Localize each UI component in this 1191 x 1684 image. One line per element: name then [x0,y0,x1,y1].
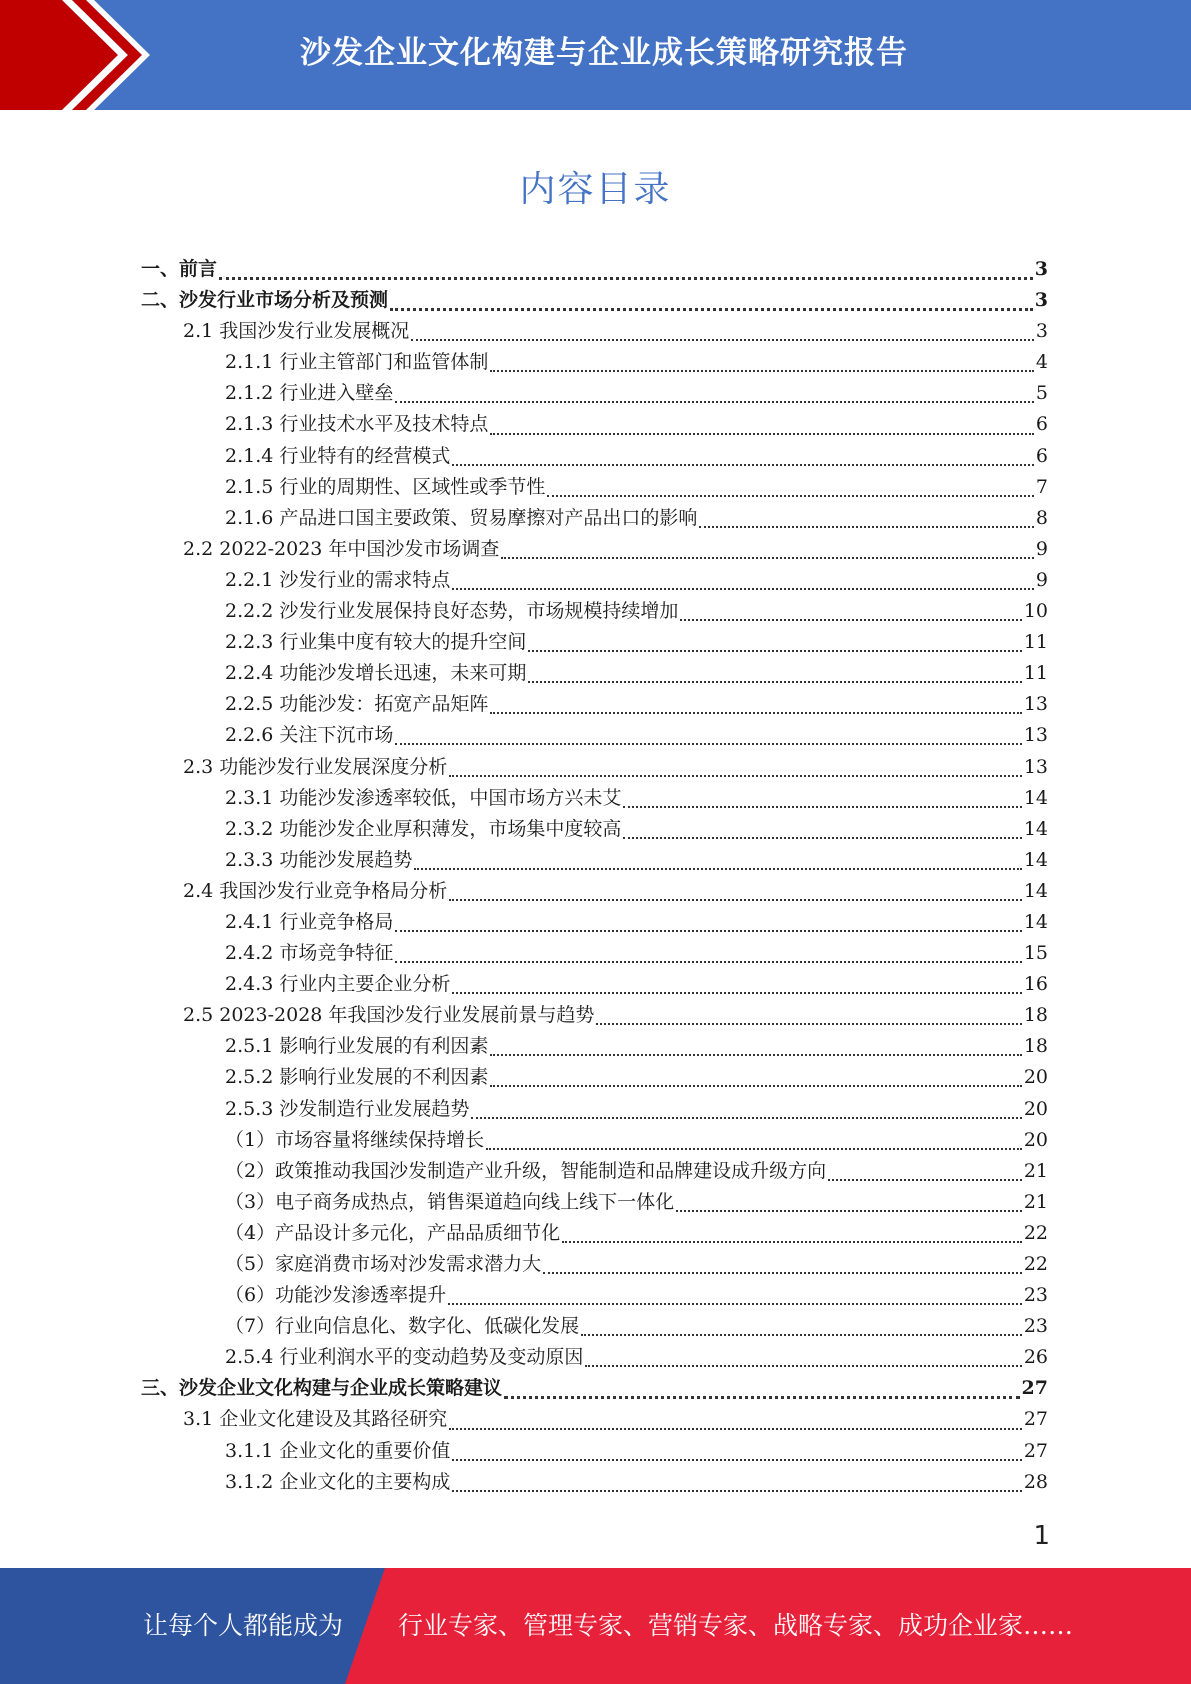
dot-leader [585,1364,1021,1367]
toc-entry-page: 15 [1023,942,1048,965]
toc-entry-label: 二、沙发行业市场分析及预测 [141,289,389,312]
toc-entry-page: 4 [1035,351,1048,374]
toc-entry-label: （7）行业向信息化、数字化、低碳化发展 [225,1315,580,1338]
toc-entry[interactable] [141,316,1048,347]
dot-leader [528,649,1021,652]
toc-entry[interactable] [141,658,1048,689]
toc-entry[interactable] [141,503,1048,534]
toc-entry[interactable] [141,876,1048,907]
toc-entry-label: 2.2.6 关注下沉市场 [225,724,394,747]
toc-entry[interactable] [141,1031,1048,1062]
toc-entry-page: 11 [1023,631,1048,654]
toc-entry-label: 2.5.2 影响行业发展的不利因素 [225,1066,489,1089]
toc-entry-page: 16 [1023,973,1048,996]
dot-leader [395,400,1034,403]
dot-leader [528,680,1021,683]
toc-entry-page: 20 [1023,1128,1048,1151]
toc-entry-page: 22 [1023,1253,1048,1275]
dot-leader [414,867,1021,870]
toc-entry-page: 27 [1023,1408,1048,1431]
toc-entry[interactable] [141,627,1048,658]
toc-entry-page: 9 [1035,568,1048,591]
toc-entry-page: 6 [1035,413,1048,436]
toc-entry-label: 2.1.4 行业特有的经营模式 [225,444,451,467]
toc-entry-label: （5）家庭消费市场对沙发需求潜力大 [225,1253,542,1275]
toc-entry-page: 13 [1023,755,1048,778]
toc-entry-label: （3）电子商务成热点，销售渠道趋向线上线下一体化 [225,1190,675,1213]
toc-entry-label: 2.3 功能沙发行业发展深度分析 [183,755,448,778]
dot-leader [623,805,1021,808]
toc-entry-page: 28 [1023,1470,1048,1493]
toc-entry-page: 26 [1023,1346,1048,1369]
toc-entry[interactable] [141,1218,1048,1249]
toc-entry-label: 2.1.3 行业技术水平及技术特点 [225,413,489,436]
toc-entry[interactable] [141,347,1048,378]
dot-leader [490,369,1034,372]
toc-entry-label: 2.3.3 功能沙发展趋势 [225,848,413,871]
toc-entry[interactable] [141,1000,1048,1031]
toc-entry[interactable] [141,285,1048,316]
toc-entry-page: 23 [1023,1315,1048,1338]
toc-entry-page: 23 [1023,1284,1048,1307]
toc-entry[interactable] [141,254,1048,285]
toc-entry-label: 2.1.6 产品进口国主要政策、贸易摩擦对产品出口的影响 [225,506,698,529]
toc-entry-label: 2.1.2 行业进入壁垒 [225,382,394,405]
toc-entry[interactable] [141,1280,1048,1311]
dot-leader [490,1084,1021,1087]
toc-entry-page: 14 [1023,848,1048,871]
toc-entry-label: 3.1.2 企业文化的主要构成 [225,1470,451,1493]
toc-entry-label: 3.1 企业文化建设及其路径研究 [183,1408,448,1431]
toc-entry-label: 2.2.4 功能沙发增长迅速，未来可期 [225,662,527,685]
toc-entry-page: 18 [1023,1004,1048,1027]
toc-entry[interactable] [141,1436,1048,1467]
toc-entry-page: 18 [1023,1035,1048,1058]
toc-entry-label: 2.2.2 沙发行业发展保持良好态势，市场规模持续增加 [225,600,679,623]
dot-leader [219,276,1033,280]
toc-entry-page: 9 [1035,537,1048,560]
toc-entry-page: 5 [1035,382,1048,405]
toc-entry[interactable] [141,814,1048,845]
toc-entry-label: 2.4.1 行业竞争格局 [225,910,394,933]
toc-entry[interactable] [141,1094,1048,1125]
toc-entry-label: （1）市场容量将继续保持增长 [225,1128,485,1151]
toc-entry-page: 6 [1035,444,1048,467]
toc-entry-page: 3 [1034,258,1048,280]
toc-entry[interactable] [141,1373,1048,1404]
toc-entry[interactable] [141,1156,1048,1187]
toc-entry-label: 3.1.1 企业文化的重要价值 [225,1439,451,1462]
dot-leader [501,556,1033,559]
toc-entry[interactable] [141,845,1048,876]
dot-leader [452,991,1021,994]
toc-entry[interactable] [141,534,1048,565]
dot-leader [452,587,1034,590]
dot-leader [395,929,1021,932]
dot-leader [581,1333,1022,1336]
toc-entry[interactable] [141,1125,1048,1156]
toc-entry-page: 3 [1034,289,1048,312]
toc-entry[interactable] [141,441,1048,472]
toc-entry[interactable] [141,1062,1048,1093]
dot-leader [395,960,1021,963]
toc-entry-label: 2.2.3 行业集中度有较大的提升空间 [225,631,527,654]
dot-leader [452,1489,1021,1492]
toc-entry-label: 2.1 我国沙发行业发展概况 [183,320,410,343]
page-footer [0,1568,1191,1684]
toc-entry[interactable] [141,783,1048,814]
toc-entry[interactable] [141,938,1048,969]
dot-leader [449,774,1022,777]
toc-entry-page: 11 [1023,662,1048,685]
dot-leader [543,1271,1022,1274]
footer-slogan-right: 行业专家、管理专家、营销专家、战略专家、成功企业家…… [398,1611,1074,1640]
dot-leader [596,1022,1021,1025]
toc-entry-label: 2.1.1 行业主管部门和监管体制 [225,351,489,374]
toc-entry-label: 2.2.1 沙发行业的需求特点 [225,568,451,591]
dot-leader [395,742,1021,745]
dot-leader [490,1053,1021,1056]
toc-entry-label: 2.2.5 功能沙发：拓宽产品矩阵 [225,693,489,716]
toc-entry-label: （2）政策推动我国沙发制造产业升级，智能制造和品牌建设成升级方向 [225,1159,827,1182]
toc-entry[interactable] [141,378,1048,409]
toc-entry-page: 7 [1035,475,1048,498]
toc-entry-page: 14 [1023,879,1048,902]
toc-title: 内容目录 [519,169,672,210]
toc-entry-page: 13 [1023,724,1048,747]
dot-leader [828,1178,1022,1181]
toc-entry[interactable] [141,1311,1048,1342]
toc-entry-label: 2.5.1 影响行业发展的有利因素 [225,1035,489,1058]
dot-leader [680,618,1021,621]
report-title: 沙发企业文化构建与企业成长策略研究报告 [300,35,908,71]
toc-entry[interactable] [141,907,1048,938]
toc-entry-page: 10 [1023,600,1048,623]
dot-leader [504,1395,1020,1399]
toc-entry-label: 2.3.2 功能沙发企业厚积薄发，市场集中度较高 [225,817,622,840]
dot-leader [449,1427,1022,1430]
toc-entry-label: 2.5.3 沙发制造行业发展趋势 [225,1097,470,1120]
header-chevron-decoration [0,0,160,110]
dot-leader [448,1302,1022,1305]
toc-entry-page: 20 [1023,1097,1048,1120]
toc-entry[interactable] [141,472,1048,503]
toc-entry-page: 27 [1021,1377,1048,1400]
toc-entry-label: 2.3.1 功能沙发渗透率较低，中国市场方兴未艾 [225,786,622,809]
dot-leader [390,307,1033,311]
toc-entry-page: 14 [1023,910,1048,933]
toc-entry-page: 21 [1023,1159,1048,1182]
toc-entry[interactable] [141,752,1048,783]
dot-leader [471,1116,1021,1119]
toc-entry-page: 3 [1035,320,1048,343]
toc-entry-page: 22 [1023,1221,1048,1244]
toc-entry-page: 13 [1023,693,1048,716]
page-number: 1 [1033,1521,1050,1551]
dot-leader [452,463,1034,466]
toc-entry[interactable] [141,1467,1048,1498]
toc-entry-label: 2.5.4 行业利润水平的变动趋势及变动原因 [225,1346,584,1369]
dot-leader [486,1147,1022,1150]
toc-entry[interactable] [141,1342,1048,1373]
toc-entry-label: 2.5 2023-2028 年我国沙发行业发展前景与趋势 [183,1004,595,1027]
toc-entry[interactable] [141,1404,1048,1435]
toc-entry[interactable] [141,969,1048,1000]
toc-entry-page: 14 [1023,786,1048,809]
toc-entry-label: 2.4.3 行业内主要企业分析 [225,973,451,996]
dot-leader [449,898,1022,901]
toc-entry-page: 27 [1023,1439,1048,1462]
toc-entry[interactable] [141,596,1048,627]
toc-entry-label: 2.4.2 市场竞争特征 [225,942,394,965]
table-of-contents [141,254,1048,1498]
toc-entry-page: 8 [1035,506,1048,529]
toc-entry[interactable] [141,1187,1048,1218]
toc-entry[interactable] [141,720,1048,751]
dot-leader [547,494,1034,497]
dot-leader [676,1209,1022,1212]
dot-leader [699,525,1034,528]
toc-entry[interactable] [141,409,1048,440]
dot-leader [623,836,1021,839]
dot-leader [490,432,1034,435]
dot-leader [490,711,1021,714]
toc-entry-page: 14 [1023,817,1048,840]
dot-leader [562,1240,1022,1243]
toc-entry-label: 一、前言 [141,258,218,280]
toc-entry-page: 21 [1023,1190,1048,1213]
toc-entry-label: （6）功能沙发渗透率提升 [225,1284,447,1307]
toc-entry-label: 三、沙发企业文化构建与企业成长策略建议 [141,1377,503,1400]
toc-entry-label: （4）产品设计多元化，产品品质细节化 [225,1221,561,1244]
toc-entry[interactable] [141,1249,1048,1280]
toc-entry-page: 20 [1023,1066,1048,1089]
toc-entry[interactable] [141,565,1048,596]
footer-slogan-left: 让每个人都能成为 [143,1611,344,1640]
page-header [0,0,1191,110]
toc-entry[interactable] [141,689,1048,720]
toc-entry-label: 2.4 我国沙发行业竞争格局分析 [183,879,448,902]
dot-leader [411,338,1034,341]
toc-entry-label: 2.1.5 行业的周期性、区域性或季节性 [225,475,546,498]
toc-entry-label: 2.2 2022-2023 年中国沙发市场调查 [183,537,500,560]
dot-leader [452,1458,1021,1461]
